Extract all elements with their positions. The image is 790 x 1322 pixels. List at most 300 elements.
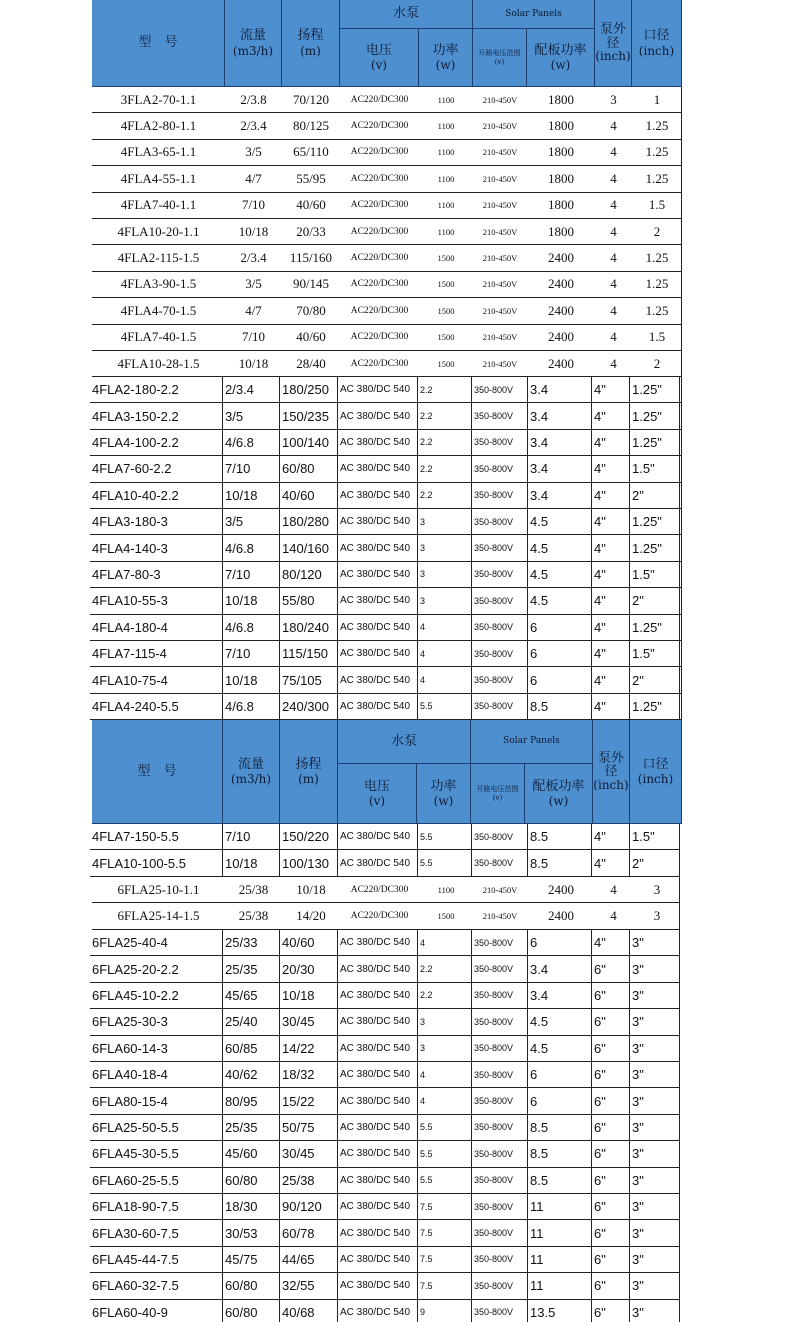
cell-model: 4FLA4-100-2.2 — [90, 430, 223, 455]
cell-dia: 6" — [592, 1088, 630, 1113]
cell-outlet: 1.5 — [648, 197, 666, 213]
cell-power: 2.2 — [418, 403, 472, 428]
cell-dia: 4" — [592, 824, 630, 849]
cell-flow: 45/65 — [223, 983, 280, 1008]
cell-vrange: 350-800V — [472, 1273, 528, 1298]
cell-head: 115/150 — [280, 641, 338, 666]
cell-head: 55/95 — [296, 170, 326, 186]
cell-voltage: AC 380/DC 540 — [338, 456, 418, 481]
cell-voltage: AC 380/DC 540 — [338, 562, 418, 587]
cell-panel: 2400 — [548, 881, 574, 897]
cell-head: 44/65 — [280, 1247, 338, 1272]
cell-flow: 10/18 — [223, 588, 280, 613]
cell-head: 40/60 — [296, 329, 326, 345]
cell-power: 5.5 — [418, 694, 472, 719]
cell-head: 50/75 — [280, 1115, 338, 1140]
cell-dia: 6" — [592, 1194, 630, 1219]
cell-outlet: 1.25 — [645, 144, 669, 160]
cell-vrange: 350-800V — [472, 1036, 528, 1061]
cell-panel: 3.4 — [528, 430, 592, 455]
cell-voltage: AC 380/DC 540 — [338, 824, 418, 849]
cell-vrange: 350-800V — [472, 430, 528, 455]
cell-outlet: 3" — [630, 983, 680, 1008]
cell-flow: 7/10 — [241, 197, 266, 213]
cell-flow: 2/3.4 — [240, 118, 267, 134]
cell-power: 7.5 — [418, 1194, 472, 1219]
table-row — [90, 535, 682, 561]
cell-outlet: 1.5" — [630, 824, 680, 849]
cell-flow: 25/35 — [223, 1115, 280, 1140]
cell-model: 4FLA10-20-1.1 — [117, 223, 200, 239]
table-right-border — [679, 824, 680, 877]
cell-vrange: 210-450V — [482, 147, 518, 158]
cell-voltage: AC 380/DC 540 — [338, 694, 418, 719]
cell-panel: 2400 — [548, 250, 574, 266]
cell-voltage: AC 380/DC 540 — [338, 983, 418, 1008]
cell-model: 4FLA4-180-4 — [90, 615, 223, 640]
cell-outlet: 1.25 — [645, 118, 669, 134]
cell-vrange: 350-800V — [472, 1009, 528, 1034]
table-row — [90, 430, 682, 456]
cell-model: 4FLA3-90-1.5 — [120, 276, 197, 292]
cell-vrange: 350-800V — [472, 1115, 528, 1140]
cell-power: 2.2 — [418, 430, 472, 455]
cell-outlet: 3" — [630, 1141, 680, 1166]
cell-panel: 13.5 — [528, 1300, 592, 1322]
cell-power: 1100 — [437, 147, 455, 158]
cell-voltage: AC 380/DC 540 — [338, 1062, 418, 1087]
cell-flow: 10/18 — [223, 667, 280, 692]
cell-voltage: AC220/DC300 — [350, 173, 409, 184]
table-row — [90, 1273, 680, 1299]
cell-flow: 30/53 — [223, 1220, 280, 1245]
header-model-label: 型 号 — [138, 35, 178, 51]
cell-model: 4FLA10-40-2.2 — [90, 483, 223, 508]
cell-panel: 6 — [528, 667, 592, 692]
cell-outlet: 3" — [630, 1115, 680, 1140]
cell-outlet: 1.25 — [645, 250, 669, 266]
cell-panel: 8.5 — [528, 1168, 592, 1193]
header-outlet-unit: (inch) — [637, 772, 674, 787]
cell-power: 3 — [418, 535, 472, 560]
cell-panel: 4.5 — [528, 535, 592, 560]
table-row — [92, 903, 680, 929]
header-voltage-unit: (v) — [370, 58, 388, 73]
cell-model: 6FLA25-40-4 — [90, 930, 223, 955]
cell-power: 5.5 — [418, 850, 472, 875]
cell-power: 4 — [418, 1088, 472, 1113]
cell-panel: 8.5 — [528, 1141, 592, 1166]
cell-vrange: 350-800V — [472, 535, 528, 560]
cell-voltage: AC220/DC300 — [350, 94, 409, 105]
header-head — [280, 720, 338, 824]
cell-vrange: 210-450V — [482, 226, 518, 237]
cell-dia: 4 — [610, 197, 617, 213]
cell-dia: 4" — [592, 850, 630, 875]
cell-model: 6FLA25-50-5.5 — [90, 1115, 223, 1140]
cell-head: 115/160 — [289, 250, 333, 266]
cell-flow: 25/35 — [223, 956, 280, 981]
header-panel-power-label: 配板功率 — [532, 778, 585, 794]
cell-head: 14/20 — [296, 908, 326, 924]
cell-panel: 2400 — [548, 355, 574, 371]
cell-vrange: 210-450V — [482, 884, 518, 895]
cell-head: 15/22 — [280, 1088, 338, 1113]
cell-model: 4FLA10-75-4 — [90, 667, 223, 692]
table-body-part5 — [0, 930, 790, 1322]
cell-voltage: AC220/DC300 — [350, 332, 409, 343]
header-panel-power-unit: (w) — [550, 58, 571, 73]
cell-dia: 4 — [610, 908, 617, 924]
header-pump-diameter-label: 泵外径 — [599, 22, 626, 51]
cell-flow: 10/18 — [223, 483, 280, 508]
cell-vrange: 350-800V — [472, 615, 528, 640]
table-right-border — [681, 377, 682, 720]
cell-power: 4 — [418, 930, 472, 955]
cell-model: 4FLA7-150-5.5 — [90, 824, 223, 849]
cell-head: 30/45 — [280, 1141, 338, 1166]
header-pump-diameter-unit: (inch) — [595, 49, 631, 64]
cell-flow: 3/5 — [223, 509, 280, 534]
cell-model: 3FLA2-70-1.1 — [120, 91, 197, 107]
cell-head: 60/80 — [280, 456, 338, 481]
cell-panel: 2400 — [548, 908, 574, 924]
cell-dia: 4" — [592, 667, 630, 692]
cell-vrange: 350-800V — [472, 956, 528, 981]
cell-outlet: 3" — [630, 1009, 680, 1034]
cell-panel: 4.5 — [528, 588, 592, 613]
cell-vrange: 350-800V — [472, 1168, 528, 1193]
cell-vrange: 350-800V — [472, 456, 528, 481]
cell-head: 180/280 — [280, 509, 338, 534]
cell-panel: 4.5 — [528, 562, 592, 587]
cell-power: 5.5 — [418, 1141, 472, 1166]
cell-model: 6FLA25-30-3 — [90, 1009, 223, 1034]
cell-head: 80/125 — [292, 118, 330, 134]
header-power-label: 功率 — [432, 42, 459, 58]
cell-dia: 4 — [610, 144, 617, 160]
header-power-label: 功率 — [430, 778, 457, 794]
header-head-unit: (m) — [300, 43, 321, 58]
cell-dia: 4 — [610, 118, 617, 134]
table-body-part2 — [0, 377, 790, 720]
cell-dia: 4 — [610, 881, 617, 897]
cell-power: 4 — [418, 615, 472, 640]
cell-power: 1500 — [437, 358, 455, 369]
cell-outlet: 1.25" — [630, 377, 680, 402]
cell-head: 75/105 — [280, 667, 338, 692]
cell-power: 5.5 — [418, 824, 472, 849]
cell-panel: 1800 — [548, 91, 574, 107]
header-outlet — [632, 0, 682, 87]
header-pump-label: 水泵 — [392, 6, 419, 22]
cell-head: 65/110 — [293, 144, 329, 160]
cell-dia: 6" — [592, 1220, 630, 1245]
cell-head: 100/130 — [280, 850, 338, 875]
cell-power: 7.5 — [418, 1273, 472, 1298]
cell-model: 6FLA25-20-2.2 — [90, 956, 223, 981]
cell-flow: 4/7 — [245, 170, 262, 186]
table-row — [90, 850, 680, 876]
cell-head: 10/18 — [296, 881, 326, 897]
table-right-border — [679, 877, 680, 930]
header-open-voltage-unit: (v) — [492, 793, 503, 802]
cell-model: 4FLA10-55-3 — [90, 588, 223, 613]
table-body-part1 — [0, 87, 790, 377]
cell-flow: 25/38 — [238, 881, 269, 897]
header-flow — [225, 0, 282, 87]
cell-head: 40/60 — [280, 930, 338, 955]
cell-dia: 4" — [592, 430, 630, 455]
cell-power: 9 — [418, 1300, 472, 1322]
header-open-voltage — [473, 29, 527, 87]
cell-head: 40/68 — [280, 1300, 338, 1322]
cell-panel: 11 — [528, 1220, 592, 1245]
table-row — [90, 1036, 680, 1062]
cell-power: 1500 — [437, 305, 455, 316]
header-flow — [223, 720, 280, 824]
cell-outlet: 1.25" — [630, 615, 680, 640]
header-solar — [471, 720, 593, 764]
header-open-voltage-label: 开路电压范围 — [478, 48, 521, 57]
table-row — [90, 641, 682, 667]
cell-panel: 6 — [528, 930, 592, 955]
cell-dia: 3 — [610, 91, 617, 107]
cell-vrange: 350-800V — [472, 850, 528, 875]
cell-voltage: AC 380/DC 540 — [338, 615, 418, 640]
header-flow-label: 流量 — [239, 28, 266, 43]
cell-dia: 4" — [592, 403, 630, 428]
cell-head: 70/120 — [292, 91, 330, 107]
table-row — [90, 1300, 680, 1322]
table-right-border — [679, 930, 680, 1322]
table-row — [90, 956, 680, 982]
cell-outlet: 1.5" — [630, 456, 680, 481]
cell-model: 6FLA45-44-7.5 — [90, 1247, 223, 1272]
table-row — [90, 456, 682, 482]
table-body-part3 — [0, 824, 790, 877]
cell-voltage: AC 380/DC 540 — [338, 1088, 418, 1113]
table-row — [90, 694, 682, 720]
cell-model: 4FLA2-180-2.2 — [90, 377, 223, 402]
header-pump-label: 水泵 — [390, 733, 417, 749]
cell-model: 4FLA10-28-1.5 — [117, 355, 200, 371]
cell-dia: 4" — [592, 483, 630, 508]
cell-model: 4FLA2-80-1.1 — [120, 118, 197, 134]
cell-panel: 3.4 — [528, 983, 592, 1008]
cell-power: 1100 — [437, 200, 455, 211]
cell-dia: 6" — [592, 1247, 630, 1272]
cell-panel: 1800 — [548, 197, 574, 213]
cell-voltage: AC 380/DC 540 — [338, 930, 418, 955]
cell-outlet: 2" — [630, 588, 680, 613]
cell-voltage: AC 380/DC 540 — [338, 1194, 418, 1219]
cell-head: 25/38 — [280, 1168, 338, 1193]
cell-outlet: 1.25" — [630, 535, 680, 560]
cell-voltage: AC 380/DC 540 — [338, 1220, 418, 1245]
header-solar-label: Solar Panels — [505, 8, 562, 19]
cell-dia: 4 — [610, 250, 617, 266]
header-solar-label: Solar Panels — [503, 736, 560, 747]
cell-outlet: 3" — [630, 1168, 680, 1193]
cell-vrange: 350-800V — [472, 588, 528, 613]
header-panel-power — [527, 29, 595, 87]
cell-voltage: AC220/DC300 — [350, 305, 409, 316]
header-power-unit: (w) — [435, 58, 456, 73]
cell-dia: 4" — [592, 535, 630, 560]
cell-head: 180/250 — [280, 377, 338, 402]
cell-vrange: 210-450V — [482, 200, 518, 211]
cell-head: 240/300 — [280, 694, 338, 719]
cell-flow: 60/80 — [223, 1168, 280, 1193]
cell-vrange: 350-800V — [472, 562, 528, 587]
cell-vrange: 350-800V — [472, 667, 528, 692]
cell-panel: 3.4 — [528, 483, 592, 508]
cell-vrange: 210-450V — [482, 253, 518, 264]
cell-panel: 1800 — [548, 223, 574, 239]
cell-power: 1100 — [437, 226, 455, 237]
cell-model: 4FLA7-60-2.2 — [90, 456, 223, 481]
header-head-label: 扬程 — [297, 28, 324, 43]
cell-power: 2.2 — [418, 483, 472, 508]
cell-voltage: AC 380/DC 540 — [338, 535, 418, 560]
cell-head: 30/45 — [280, 1009, 338, 1034]
table-row — [92, 166, 682, 192]
cell-voltage: AC220/DC300 — [350, 279, 409, 290]
cell-dia: 6" — [592, 1009, 630, 1034]
header-model — [92, 720, 223, 824]
cell-dia: 4" — [592, 562, 630, 587]
cell-dia: 4" — [592, 377, 630, 402]
cell-panel: 1800 — [548, 144, 574, 160]
cell-vrange: 210-450V — [482, 305, 518, 316]
cell-model: 4FLA3-150-2.2 — [90, 403, 223, 428]
cell-outlet: 3" — [630, 1300, 680, 1322]
cell-model: 4FLA7-115-4 — [90, 641, 223, 666]
cell-head: 150/235 — [280, 403, 338, 428]
cell-outlet: 3" — [630, 1088, 680, 1113]
cell-head: 60/78 — [280, 1220, 338, 1245]
header-head-label: 扬程 — [295, 756, 322, 772]
cell-dia: 4 — [610, 302, 617, 318]
cell-vrange: 350-800V — [472, 1194, 528, 1219]
cell-vrange: 210-450V — [482, 94, 518, 105]
header-outlet-label: 口径 — [643, 28, 670, 43]
cell-flow: 7/10 — [223, 641, 280, 666]
table-row — [92, 877, 680, 903]
cell-panel: 1800 — [548, 118, 574, 134]
cell-vrange: 210-450V — [482, 358, 518, 369]
cell-dia: 4" — [592, 641, 630, 666]
cell-power: 2.2 — [418, 456, 472, 481]
cell-vrange: 210-450V — [482, 173, 518, 184]
cell-outlet: 3" — [630, 1036, 680, 1061]
cell-head: 20/30 — [280, 956, 338, 981]
cell-outlet: 1.25 — [645, 170, 669, 186]
cell-power: 4 — [418, 667, 472, 692]
cell-power: 2.2 — [418, 377, 472, 402]
header-pump — [340, 0, 473, 29]
cell-model: 4FLA7-80-3 — [90, 562, 223, 587]
cell-panel: 6 — [528, 641, 592, 666]
cell-head: 140/160 — [280, 535, 338, 560]
table-right-border — [681, 87, 682, 377]
cell-vrange: 350-800V — [472, 403, 528, 428]
cell-panel: 8.5 — [528, 1115, 592, 1140]
cell-dia: 4 — [610, 329, 617, 345]
cell-model: 4FLA4-55-1.1 — [120, 170, 197, 186]
cell-voltage: AC 380/DC 540 — [338, 1141, 418, 1166]
header-pump-diameter-label: 泵外径 — [597, 750, 624, 780]
table-row — [90, 1141, 680, 1167]
cell-flow: 25/38 — [238, 908, 269, 924]
cell-head: 55/80 — [280, 588, 338, 613]
cell-vrange: 210-450V — [482, 279, 518, 290]
cell-flow: 10/18 — [238, 223, 269, 239]
cell-dia: 4 — [610, 355, 617, 371]
cell-power: 1500 — [437, 332, 455, 343]
cell-panel: 3.4 — [528, 377, 592, 402]
table-row — [90, 562, 682, 588]
cell-outlet: 3" — [630, 956, 680, 981]
cell-vrange: 350-800V — [472, 1088, 528, 1113]
cell-power: 1100 — [437, 173, 455, 184]
cell-power: 2.2 — [418, 956, 472, 981]
cell-vrange: 350-800V — [472, 694, 528, 719]
cell-dia: 6" — [592, 1062, 630, 1087]
cell-dia: 6" — [592, 1141, 630, 1166]
cell-dia: 4 — [610, 276, 617, 292]
table-row — [90, 1220, 680, 1246]
cell-vrange: 350-800V — [472, 377, 528, 402]
cell-panel: 3.4 — [528, 456, 592, 481]
cell-dia: 6" — [592, 1168, 630, 1193]
table-row — [90, 1194, 680, 1220]
cell-outlet: 1 — [653, 91, 661, 107]
cell-dia: 6" — [592, 1273, 630, 1298]
table-row — [92, 87, 682, 113]
cell-outlet: 2" — [630, 667, 680, 692]
cell-outlet: 3" — [630, 1273, 680, 1298]
cell-voltage: AC 380/DC 540 — [338, 1247, 418, 1272]
cell-flow: 25/33 — [223, 930, 280, 955]
cell-model: 6FLA60-32-7.5 — [90, 1273, 223, 1298]
cell-voltage: AC 380/DC 540 — [338, 430, 418, 455]
cell-outlet: 1.25" — [630, 430, 680, 455]
header-power — [419, 29, 473, 87]
cell-flow: 4/7 — [245, 302, 262, 318]
cell-model: 4FLA4-240-5.5 — [90, 694, 223, 719]
cell-power: 3 — [418, 509, 472, 534]
cell-power: 1500 — [437, 279, 455, 290]
header-model — [92, 0, 225, 87]
cell-voltage: AC 380/DC 540 — [338, 667, 418, 692]
cell-model: 6FLA25-14-1.5 — [117, 908, 200, 924]
cell-vrange: 350-800V — [472, 824, 528, 849]
cell-flow: 7/10 — [241, 329, 266, 345]
table-row — [90, 509, 682, 535]
cell-model: 6FLA60-25-5.5 — [90, 1168, 223, 1193]
cell-outlet: 3 — [653, 881, 661, 897]
cell-flow: 45/60 — [223, 1141, 280, 1166]
cell-voltage: AC220/DC300 — [350, 358, 409, 369]
table-row — [92, 325, 682, 351]
cell-head: 90/145 — [292, 276, 330, 292]
cell-outlet: 3" — [630, 1062, 680, 1087]
header-voltage — [338, 764, 417, 824]
table-row — [90, 1115, 680, 1141]
cell-power: 7.5 — [418, 1220, 472, 1245]
